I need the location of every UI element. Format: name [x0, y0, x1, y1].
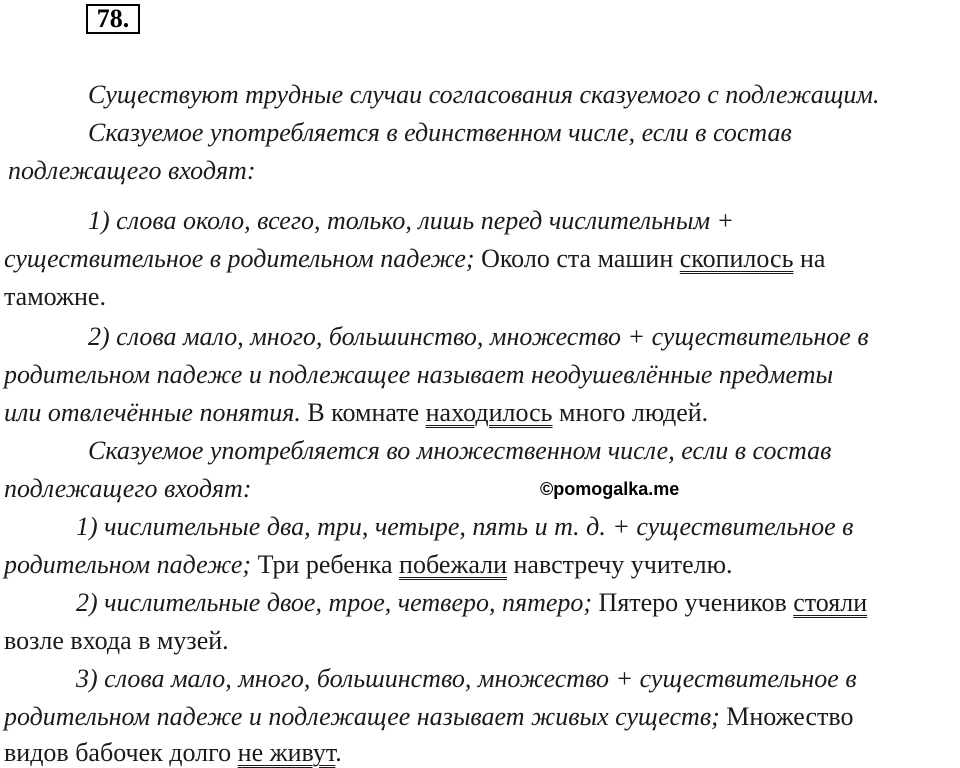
example-text: видов бабочек долго	[4, 738, 232, 767]
example-text: много людей.	[559, 398, 709, 427]
text-line-2: Сказуемое употребляется в единственном числе, если в состав	[88, 118, 792, 147]
text-line-10: Сказуемое употребляется во множественном числе, если в состав	[88, 436, 832, 465]
task-number-badge: 78.	[86, 4, 140, 34]
text-line-3: подлежащего входят:	[8, 156, 256, 185]
example-text: на	[799, 244, 826, 273]
text-line-6: таможне.	[4, 282, 106, 311]
text-line-14	[76, 588, 867, 618]
example-text: Пятеро учеников	[598, 588, 787, 617]
text-line-5	[4, 244, 825, 274]
text-line-17	[4, 702, 853, 732]
text-line-7: 2) слова мало, много, большинство, множество + существительное в	[88, 322, 869, 351]
example-text: навстречу учителю.	[513, 550, 733, 579]
text-line-4: 1) слова около, всего, только, лишь перед числительным +	[88, 206, 735, 235]
text-line-9	[4, 398, 708, 428]
text-line-13	[4, 550, 733, 580]
text-line-1: Существуют трудные случаи согласования сказуемого с подлежащим.	[88, 80, 880, 109]
example-text: Около ста машин	[481, 244, 674, 273]
rule-text: существительное в родительном падеже;	[4, 244, 475, 273]
text-line-11: подлежащего входят:	[4, 474, 252, 503]
example-text: Три ребенка	[257, 550, 393, 579]
rule-text: родительном падеже и подлежащее называет живых существ;	[4, 702, 720, 731]
predicate-underlined: побежали	[399, 550, 507, 579]
text-line-8: родительном падеже и подлежащее называет неодушевлённые предметы	[4, 360, 834, 389]
rule-text: 2) числительные двое, трое, четверо, пятеро;	[76, 588, 593, 617]
text-line-12: 1) числительные два, три, четыре, пять и т. д. + существительное в	[76, 512, 854, 541]
rule-text: или отвлечённые понятия.	[4, 398, 301, 427]
text-line-16: 3) слова мало, много, большинство, множество + существительное в	[76, 664, 857, 693]
predicate-underlined: не живут	[237, 738, 336, 767]
predicate-underlined: находилось	[425, 398, 553, 427]
text-line-18	[4, 738, 342, 768]
text-line-15: возле входа в музей.	[4, 626, 229, 655]
example-text: В комнате	[307, 398, 420, 427]
rule-text: родительном падеже;	[4, 550, 252, 579]
example-text: Множество	[726, 702, 854, 731]
predicate-underlined: стояли	[793, 588, 868, 617]
example-text: .	[335, 738, 342, 767]
watermark-text: ©pomogalka.me	[540, 479, 680, 499]
predicate-underlined: скопилось	[679, 244, 794, 273]
